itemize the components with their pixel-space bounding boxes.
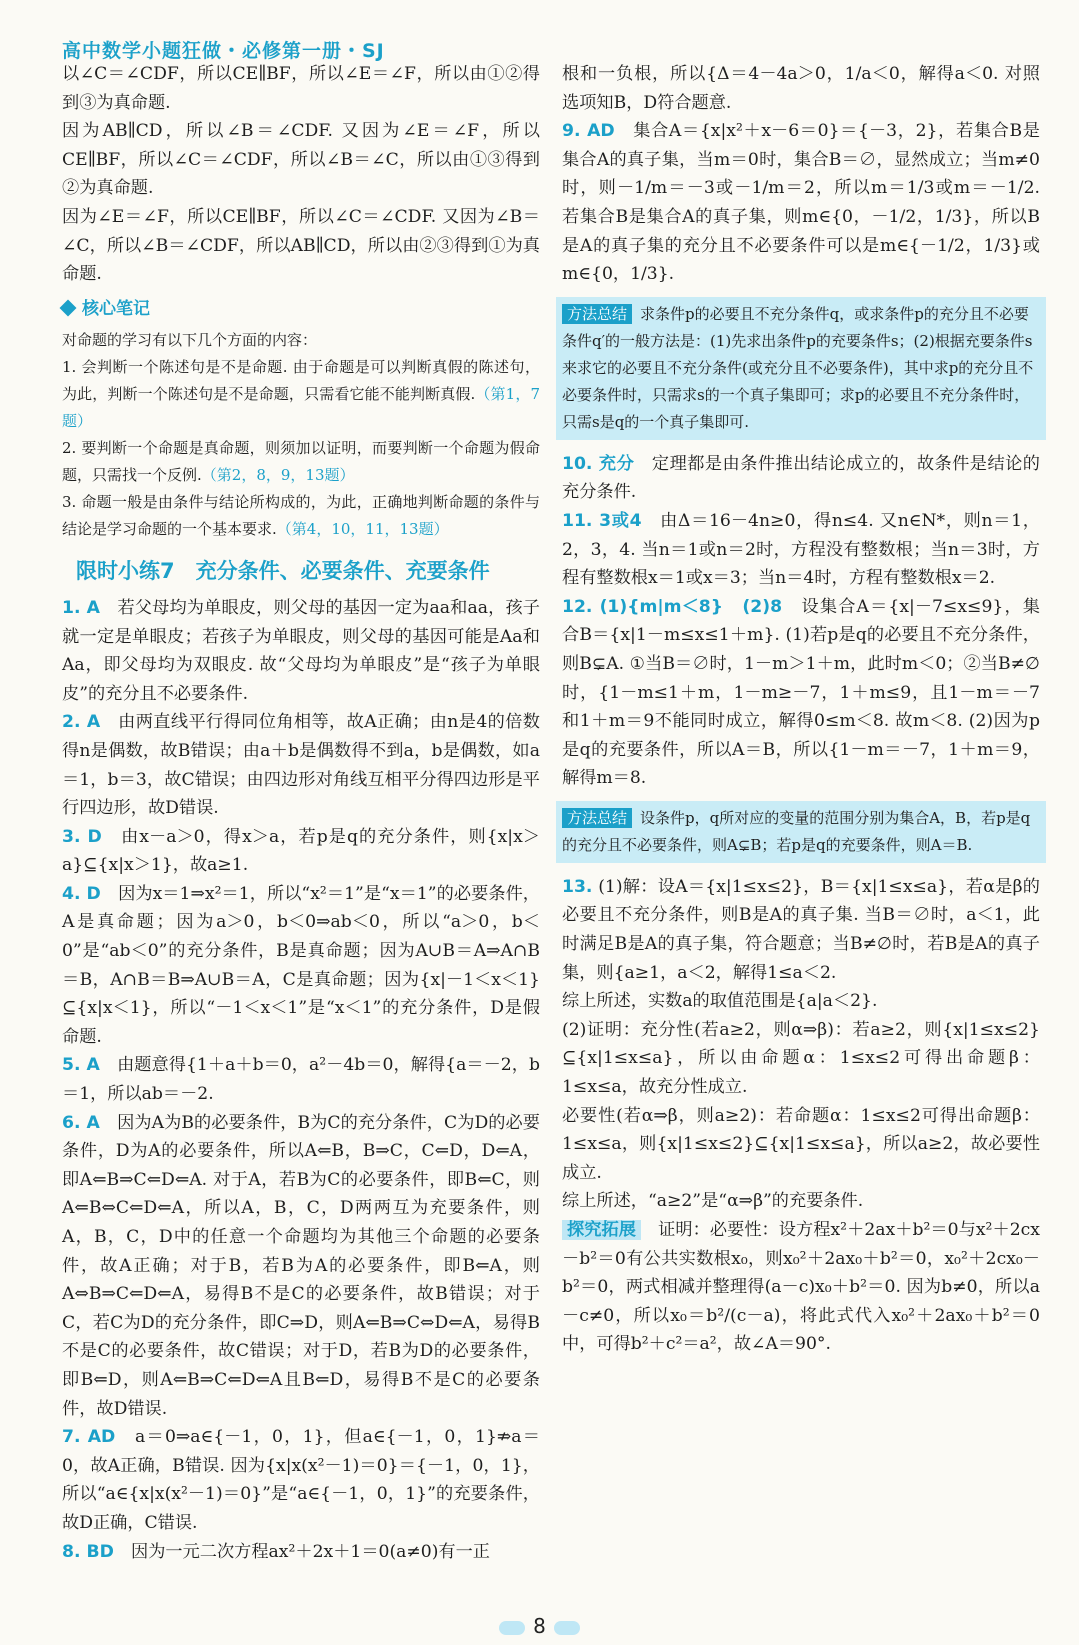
answer-5 (62, 1051, 540, 1108)
note-item (62, 354, 540, 435)
extension (562, 1216, 1040, 1359)
answer-number: 12. (1){m|m＜8} (2)8 (562, 596, 783, 617)
answer-4 (62, 880, 540, 1052)
paragraph: 必要性(若α⇒β，则a≥2)：若命题α：1≤x≤2可得出命题β：1≤x≤a，则{x|1≤x≤2}⊆{x|1≤x≤a}，所以a≥2，故必要性成立. (562, 1105, 1040, 1183)
answer-6 (62, 1109, 540, 1424)
cloud-icon (499, 1621, 525, 1635)
answer-text: 由Δ＝16－4n≥0，得n≤4. 又n∈N*，则n＝1，2，3，4. 当n＝1或n＝2时，方程没有整数根；当n＝3时，方程有整数根x＝1或x＝3；当n＝4时，方程有整数根x＝2. (562, 510, 1040, 589)
paragraph: 因为∠E＝∠F，所以CE∥BF，所以∠C＝∠CDF. 又因为∠B＝∠C，所以∠B＝∠CDF，所以AB∥CD，所以由②③得到①为真命题. (62, 206, 540, 285)
answer-text: 由两直线平行得同位角相等，故A正确；由n是4的倍数得n是偶数，故B错误；由a＋b是偶数得不到a，b是偶数，如a＝1，b＝3，故C错误；由四边形对角线互相平分得四边形是平行四边形，故D错误. (62, 712, 540, 819)
paragraph: (2)证明：充分性(若a≥2，则α⇒β)：若a≥2，则{x|1≤x≤2}⊆{x|1≤x≤a}，所以由命题α：1≤x≤2可得出命题β：1≤x≤a，故充分性成立. (562, 1019, 1040, 1098)
answer-text: 设集合A＝{x|－7≤x≤9}，集合B＝{x|1－m≤x≤1＋m}. (1)若p是q的必要且不充分条件，则B⊊A. ①当B＝∅时，1－m＞1＋m，此时m＜0；②当B≠∅时，{1－m≤1＋m，1－m≥－7，1＋m≤9，且1－m＝－7和1＋m＝9不能同时成立，解得0≤m＜8. 故m＜8. (2)因为p是q的充要条件，所以A＝B，所以{1－m＝－7，1＋m＝9，解得m＝8. (562, 596, 1040, 789)
answer-number: 3. D (62, 826, 102, 847)
answer-text: a＝0⇒a∈{－1，0，1}，但a∈{－1，0，1}⇏a＝0，故A正确，B错误. 因为{x|x(x²－1)＝0}＝{－1，0，1}，所以“a∈{x|x(x²－1)＝0}”是“a∈{－1，0，1}”的充要条件，故D正确，C错误. (62, 1427, 540, 1533)
method-summary-tag: 方法总结 (562, 304, 632, 324)
answer-13 (562, 873, 1040, 987)
extension-text: 证明：必要性：设方程x²＋2ax＋b²＝0与x²＋2cx－b²＝0有公共实数根x₀，则x₀²＋2ax₀＋b²＝0，x₀²＋2cx₀－b²＝0，两式相减并整理得(a－c)x₀＋b²＝0. 因为b≠0，所以a－c≠0，所以x₀＝b²/(c－a)，将此式代入x₀²＋2ax₀＋b²＝0中，可得b²＋c²＝a²，故∠A＝90°. (562, 1220, 1040, 1355)
answer-number: 9. AD (562, 121, 615, 142)
answer-text: (1)解：设A＝{x|1≤x≤2}，B＝{x|1≤x≤a}，若α是β的必要且不充分条件，则B是A的真子集. 当B＝∅时，a＜1，此时满足B是A的真子集，符合题意；当B≠∅时，若B是A的真子集，则{a≥1，a＜2，解得1≤a＜2. (562, 876, 1040, 983)
note-intro: 对命题的学习有以下几个方面的内容： (62, 331, 318, 350)
answer-number: 5. A (62, 1055, 100, 1076)
answer-11 (562, 507, 1040, 593)
note-ref: （第2，8，9，13题） (201, 466, 355, 485)
method-summary-box (556, 297, 1046, 440)
answer-number: 13. (562, 876, 593, 897)
extension-tag: 探究拓展 (562, 1220, 641, 1240)
method-summary-text: 求条件p的必要且不充分条件q，或求条件p的充分且不必要条件q′的一般方法是：(1)先求出条件p的充要条件s；(2)根据充要条件s来求它的必要且不充分条件(或充分且不必要条件)，其中求p的充分且不必要条件时，只需求s的一个真子集即可；求p的必要且不充分条件时，只需s是q的一个真子集即可. (562, 304, 1034, 431)
answer-number: 2. A (62, 712, 101, 733)
method-summary-text: 设条件p，q所对应的变量的范围分别为集合A，B，若p是q的充分且不必要条件，则A⊊B；若p是q的充要条件，则A＝B. (562, 808, 1031, 854)
answer-9 (562, 117, 1040, 289)
book-header: 高中数学小题狂做・必修第一册・SJ (62, 40, 385, 62)
answer-12 (562, 593, 1040, 793)
answer-10 (562, 450, 1040, 507)
page-footer (0, 1614, 1079, 1638)
paragraph: 因为AB∥CD，所以∠B＝∠CDF. 又因为∠E＝∠F，所以CE∥BF，所以∠C＝∠CDF，所以∠B＝∠C，所以由①③得到②为真命题. (62, 121, 540, 199)
note-text: 1. 会判断一个陈述句是不是命题. 由于命题是可以判断真假的陈述句，为此，判断一个陈述句是不是命题，只需看它能不能判断真假. (62, 358, 540, 404)
left-column (62, 60, 540, 1566)
answer-number: 7. AD (62, 1427, 116, 1448)
diamond-icon (60, 299, 77, 316)
answer-7 (62, 1423, 540, 1537)
note-ref: （第4，10，11，13题） (276, 520, 449, 539)
answer-number: 6. A (62, 1112, 100, 1133)
page-number: 8 (533, 1614, 546, 1638)
answer-text: 因为x＝1⇒x²＝1，所以“x²＝1”是“x＝1”的必要条件，A是真命题；因为a＞0，b＜0⇒ab＜0，所以“a＞0，b＜0”是“ab＜0”的充分条件，B是真命题；因为A∪B＝A⇒A∩B＝B，A∩B＝B⇒A∪B＝A，C是真命题；因为{x|－1＜x＜1}⊆{x|x＜1}，所以“－1＜x＜1”是“x＜1”的充分条件，D是假命题. (62, 883, 540, 1047)
method-summary-box (556, 801, 1046, 863)
core-notes-label: 核心笔记 (82, 298, 150, 319)
answer-number: 4. D (62, 883, 101, 904)
answer-text: 定理都是由条件推出结论成立的，故条件是结论的充分条件. (562, 453, 1040, 503)
section-title: 限时小练7 充分条件、必要条件、充要条件 (76, 559, 490, 584)
answer-3 (62, 823, 540, 880)
note-item (62, 435, 540, 489)
note-text: 2. 要判断一个命题是真命题，则须加以证明，而要判断一个命题为假命题，只需找一个反例. (62, 439, 540, 485)
answer-text: 因为A为B的必要条件，B为C的充分条件，C为D的必要条件，D为A的必要条件，所以A⇐B，B⇒C，C⇐D，D⇐A，即A⇐B⇒C⇐D⇐A. 对于A，若B为C的必要条件，即B⇐C，则A⇐B⇔C⇐D⇐A，所以A，B，C，D两两互为充要条件，则A，B，C，D中的任意一个命题均为其他三个命题的必要条件，故A正确；对于B，若B为A的必要条件，即B⇐A，则A⇔B⇒C⇐D⇐A，易得B不是C的必要条件，故B错误；对于C，若C为D的充分条件，即C⇒D，则A⇐B⇒C⇔D⇐A，易得B不是C的必要条件，故C错误；对于D，若B为D的必要条件，即B⇐D，则A⇐B⇒C⇐D⇐A且B⇐D，易得B不是C的必要条件，故D错误. (62, 1112, 540, 1419)
answer-number: 8. BD (62, 1541, 114, 1562)
core-notes-title (62, 295, 540, 324)
answer-text: 因为一元二次方程ax²＋2x＋1＝0(a≠0)有一正 (131, 1541, 490, 1562)
note-text: 3. 命题一般是由条件与结论所构成的，为此，正确地判断命题的条件与结论是学习命题的一个基本要求. (62, 493, 540, 539)
answer-text: 若父母均为单眼皮，则父母的基因一定为aa和aa，孩子就一定是单眼皮；若孩子为单眼皮，则父母的基因可能是Aa和Aa，即父母均为双眼皮. 故“父母均为单眼皮”是“孩子为单眼皮”的充分且不必要条件. (62, 597, 540, 704)
paragraph: 以∠C＝∠CDF，所以CE∥BF，所以∠E＝∠F，所以由①②得到③为真命题. (62, 64, 540, 113)
answer-number: 11. 3或4 (562, 510, 642, 531)
answer-8 (62, 1538, 540, 1567)
paragraph: 综上所述，实数a的取值范围是{a|a＜2}. (562, 991, 878, 1012)
answer-1 (62, 594, 540, 708)
answer-text: 由x－a＞0，得x＞a，若p是q的充分条件，则{x|x＞a}⊆{x|x＞1}，故a≥1. (62, 826, 540, 876)
pencil-icon (554, 1621, 580, 1635)
answer-text: 集合A＝{x|x²＋x－6＝0}＝{－3，2}，若集合B是集合A的真子集，当m＝0时，集合B＝∅，显然成立；当m≠0时，则－1/m＝－3或－1/m＝2，所以m＝1/3或m＝－1/2. 若集合B是集合A的真子集，则m∈{0，－1/2，1/3}，所以B是A的真子集的充分且不必要条件可以是m∈{－1/2，1/3}或m∈{0，1/3}. (562, 121, 1040, 285)
note-ref: （第1，7题） (62, 385, 540, 431)
answer-text: 由题意得{1＋a＋b＝0，a²－4b＝0，解得{a＝－2，b＝1，所以ab＝－2. (62, 1055, 540, 1105)
answer-number: 10. 充分 (562, 453, 635, 474)
paragraph: 根和一负根，所以{Δ＝4－4a＞0，1/a＜0，解得a＜0. 对照选项知B，D符合题意. (562, 64, 1040, 113)
right-column (562, 60, 1040, 1359)
method-summary-tag: 方法总结 (562, 808, 632, 828)
answer-number: 1. A (62, 597, 100, 618)
paragraph: 综上所述，“a≥2”是“α⇒β”的充要条件. (562, 1191, 864, 1212)
note-item (62, 489, 540, 543)
answer-2 (62, 708, 540, 822)
